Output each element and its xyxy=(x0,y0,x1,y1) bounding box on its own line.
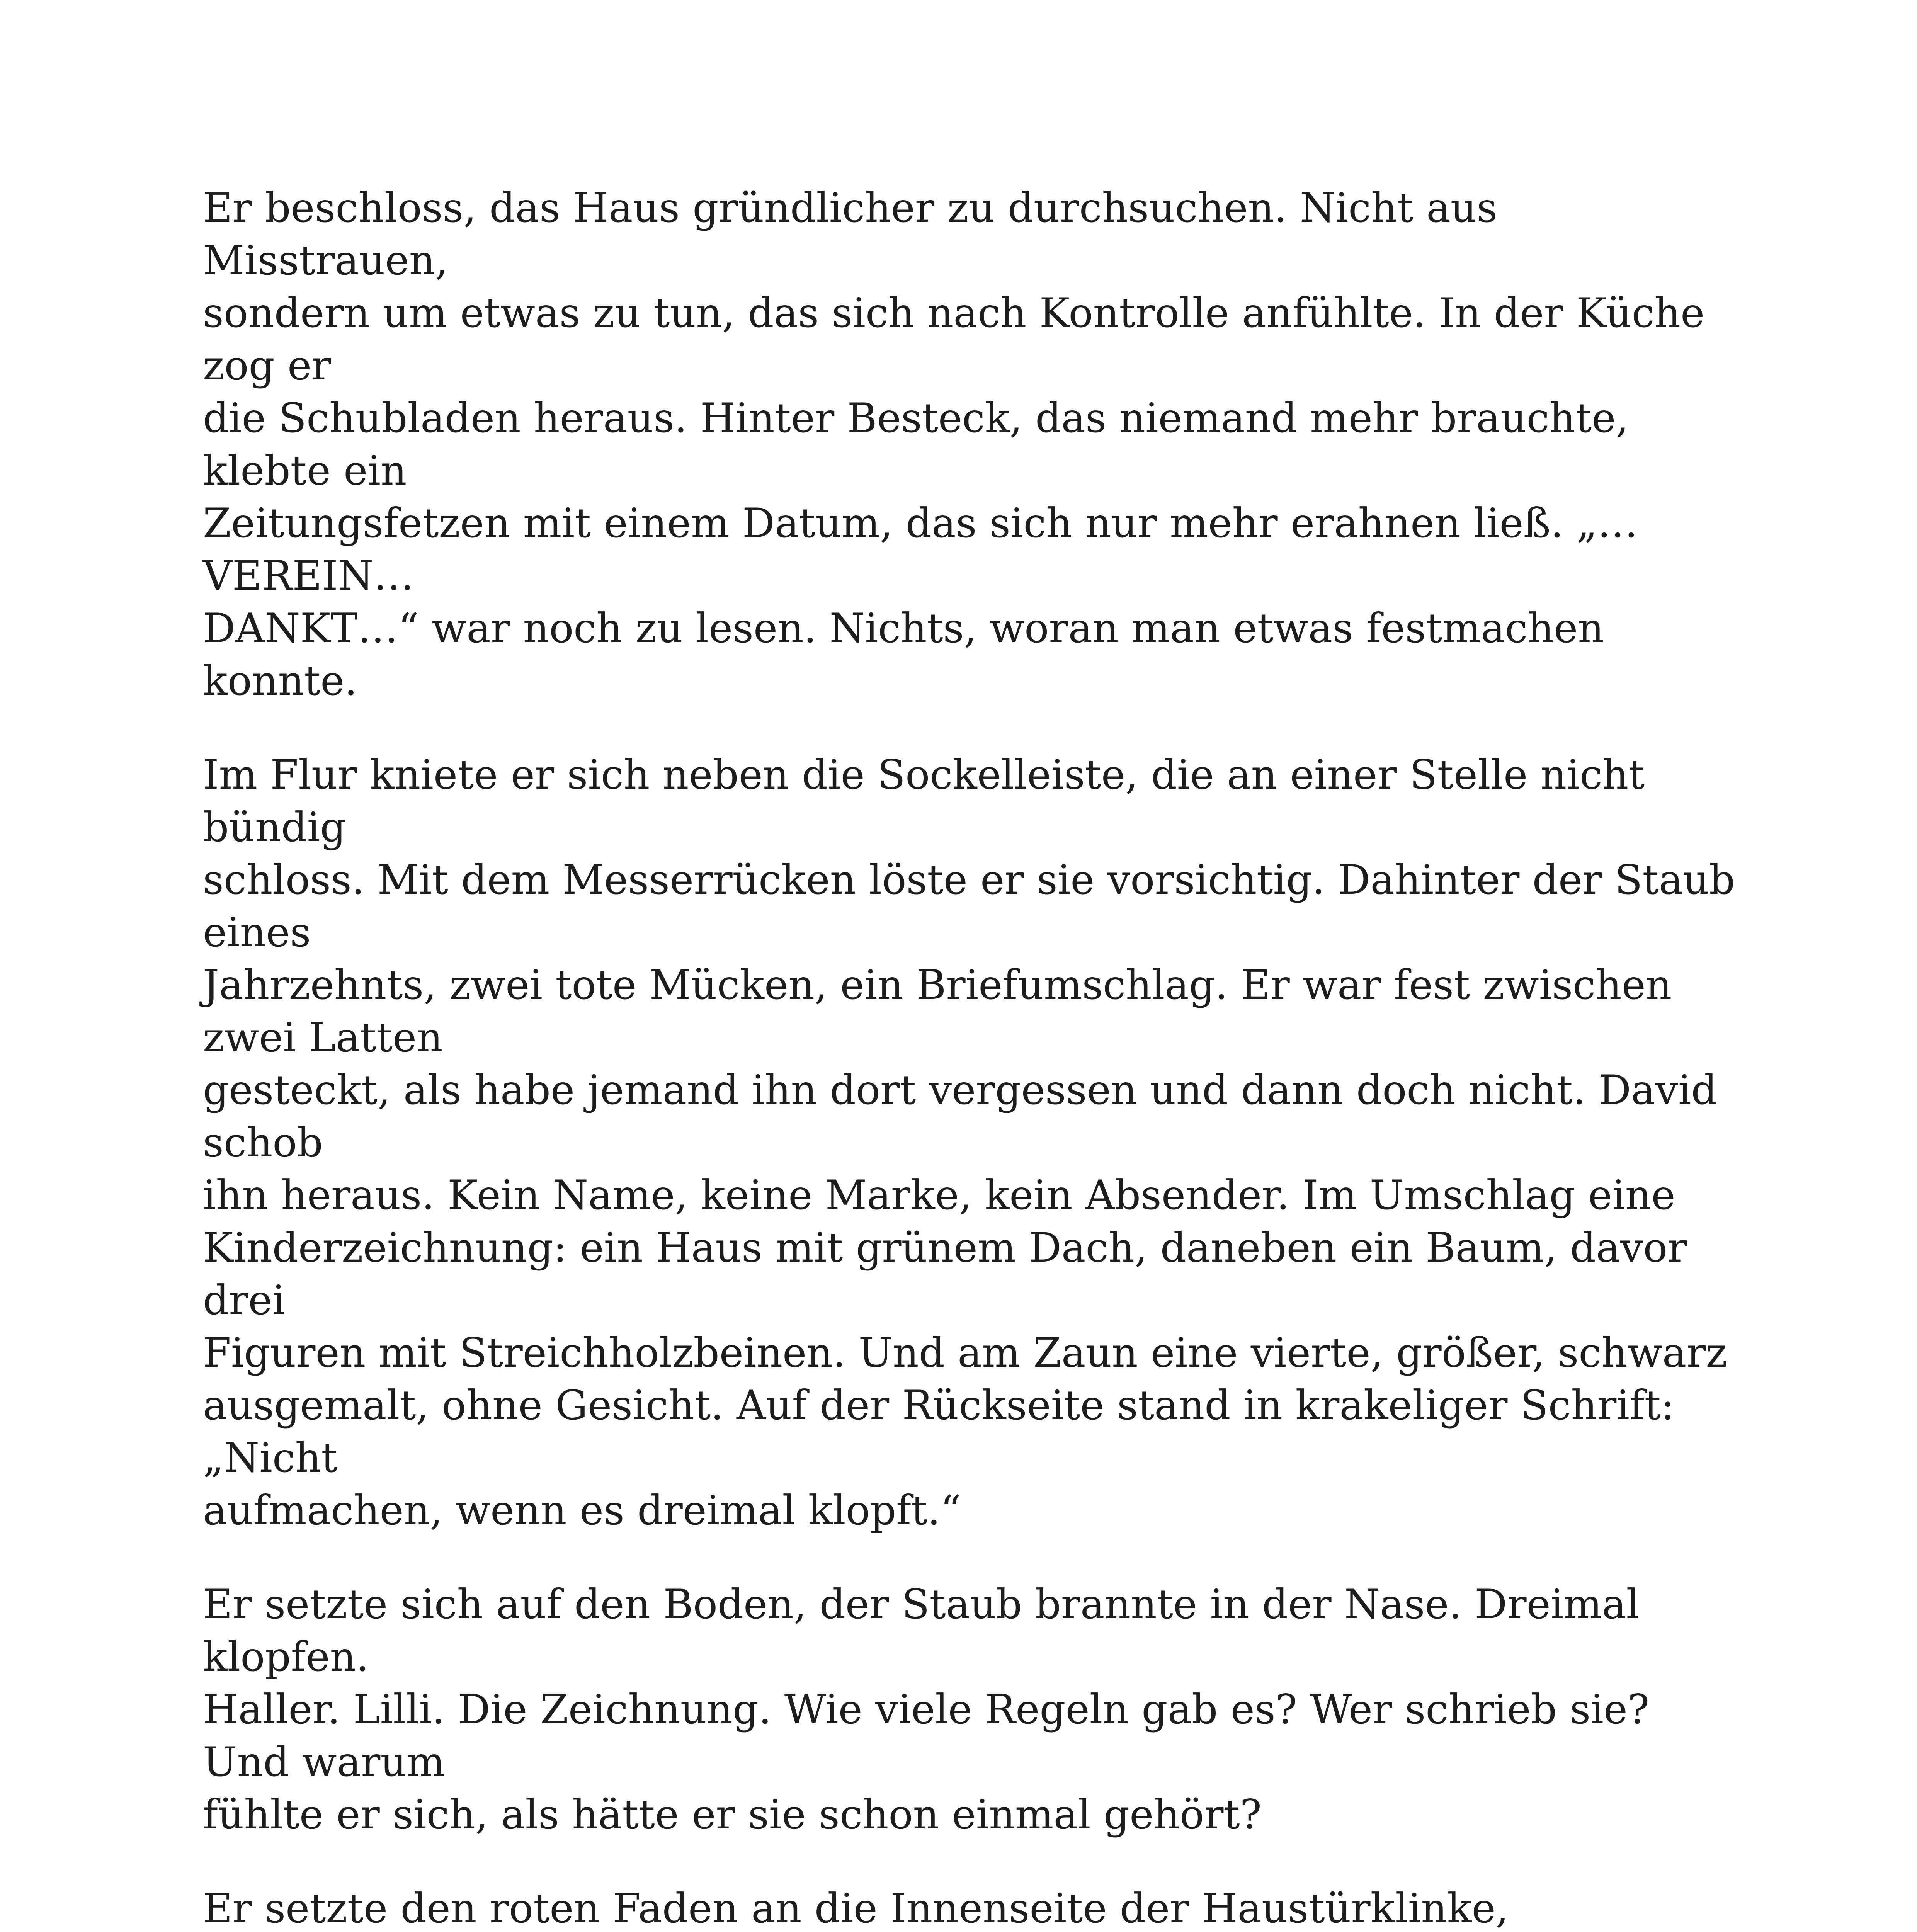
paragraph: Er setzte den roten Faden an die Innenseite der Haustürklinke, xyxy=(203,1885,1509,1932)
paragraph: Im Flur kniete er sich neben die Sockelleiste, die an einer Stelle nicht bündig schloss. Mit dem Messerrücken löste er sie vorsichtig. Dahinter der Staub eines Jahrzehnts, zwei tote Mücken, ein Briefumschlag. Er war fest zwischen zwei Latten gesteckt, als habe jemand ihn dort vergessen und dann doch nicht. David schob ihn heraus. Kein Name, keine Marke, kein Absender. Im Umschlag eine Kinderzeichnung: ein Haus mit grünem Dach, daneben ein Baum, davor drei Figuren mit Streichholzbeinen. Und am Zaun eine vierte, größer, schwarz ausgemalt, ohne Gesicht. Auf der Rückseite stand in krakeliger Schrift: „Nicht aufmachen, wenn es dreimal klopft.“ xyxy=(203,751,1735,1534)
paragraph: Er beschloss, das Haus gründlicher zu durchsuchen. Nicht aus Misstrauen, sondern um etwas zu tun, das sich nach Kontrolle anfühlte. In der Küche zog er die Schubladen heraus. Hinter Besteck, das niemand mehr brauchte, klebte ein Zeitungsfetzen mit einem Datum, das sich nur mehr erahnen ließ. „…VEREIN… DANKT…“ war noch zu lesen. Nichts, woran man etwas festmachen konnte. xyxy=(203,184,1705,704)
document-page xyxy=(203,182,1741,1932)
paragraph: Er setzte sich auf den Boden, der Staub brannte in der Nase. Dreimal klopfen. Haller. Lilli. Die Zeichnung. Wie viele Regeln gab es? Wer schrieb sie? Und warum fühlte er sich, als hätte er sie schon einmal gehört? xyxy=(203,1581,1650,1838)
